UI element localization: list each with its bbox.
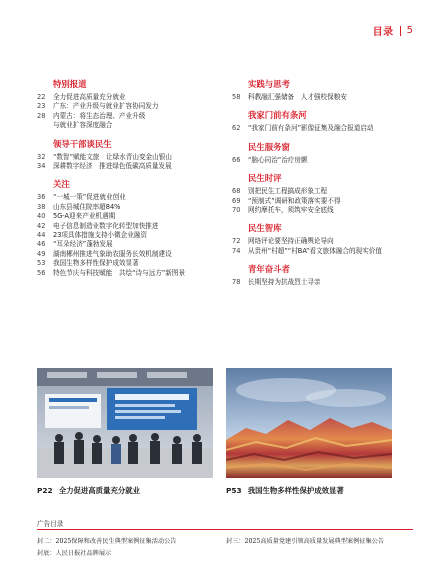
- header-divider: [400, 26, 401, 36]
- toc-entry[interactable]: [232, 206, 414, 215]
- entry-title: [53, 153, 227, 162]
- entry-title-line: 我国生物多样性保护成效显著: [53, 259, 139, 268]
- section-title: 民生智库: [248, 223, 282, 234]
- photo-caption-p53: [226, 485, 344, 496]
- ad-line: 封三：2025高质量党建引领高质量发展典型案例征集公告: [226, 538, 385, 545]
- toc-entry[interactable]: [37, 259, 227, 268]
- toc-entry[interactable]: [37, 240, 227, 249]
- entry-title: [248, 206, 414, 215]
- toc-entry[interactable]: [37, 212, 227, 221]
- toc-entry[interactable]: [232, 197, 414, 206]
- toc-section: [37, 138, 227, 172]
- entry-title-line: 别把民生工程搞成形象工程: [248, 187, 328, 196]
- toc-title: 目录: [372, 27, 394, 38]
- entry-page-number: 53: [37, 259, 46, 268]
- entry-page-number: 70: [232, 206, 241, 215]
- entry-page-number: 78: [232, 278, 241, 287]
- entry-page-number: 34: [37, 162, 46, 171]
- entry-page-number: 74: [232, 246, 241, 255]
- toc-section: [232, 141, 414, 165]
- toc-entry[interactable]: [37, 250, 227, 259]
- entry-title: [53, 102, 227, 111]
- entry-page-number: 28: [37, 111, 46, 120]
- entry-title-line: “耳朵经济”蓬勃发展: [53, 240, 113, 249]
- toc-entry[interactable]: [232, 278, 414, 287]
- entry-page-number: 36: [37, 193, 46, 202]
- entry-page-number: 68: [232, 187, 241, 196]
- ad-line: 封底：人民日报社品牌展示: [37, 550, 112, 557]
- toc-right-column: [232, 78, 414, 295]
- toc-entry[interactable]: [232, 187, 414, 196]
- section-title: 我家门前有条河: [248, 110, 307, 121]
- photo-caption-p22: [37, 485, 140, 496]
- toc-entry[interactable]: [232, 247, 414, 256]
- entry-title-line: 网络评论要坚持正确舆论导向: [248, 237, 334, 246]
- toc-entry[interactable]: [37, 93, 227, 102]
- entry-title: [53, 193, 227, 202]
- toc-section: [37, 78, 227, 131]
- toc-left-column: [37, 78, 227, 285]
- toc-entry[interactable]: [37, 222, 227, 231]
- entry-title-line: 湖南郴州推进气象助农服务长效机制建设: [53, 249, 172, 258]
- entry-title-line: 内蒙古：将生态治理、产业升级: [53, 111, 146, 120]
- entry-title-line: “我家门前有条河”影像征集及融合报道启动: [248, 124, 374, 133]
- entry-page-number: 32: [37, 152, 46, 161]
- page-number: 5: [406, 25, 413, 36]
- entry-title: [53, 112, 227, 131]
- caption-text: 全力促进高质量充分就业: [58, 486, 141, 495]
- entry-title-line: 长期坚持为抗战烈士寻亲: [248, 278, 321, 287]
- entry-page-number: 22: [37, 93, 46, 101]
- toc-entry[interactable]: [37, 203, 227, 212]
- entry-title: [53, 212, 227, 221]
- toc-entry[interactable]: [232, 237, 414, 246]
- section-title: 特别报道: [53, 79, 87, 89]
- entry-page-number: 23: [37, 102, 46, 111]
- toc-entry[interactable]: [37, 269, 227, 278]
- toc-section: [232, 263, 414, 287]
- toc-entry[interactable]: [232, 156, 414, 165]
- toc-entry[interactable]: [37, 112, 227, 131]
- entry-title-line: 5G-A迎来产业机遇期: [53, 212, 116, 221]
- entry-title: [248, 93, 414, 102]
- caption-text: 我国生物多样性保护成效显著: [247, 486, 344, 495]
- entry-page-number: 62: [232, 124, 241, 133]
- entry-page-number: 40: [37, 212, 46, 221]
- section-title: 民生服务窗: [248, 141, 290, 152]
- entry-title-line: 电子信息制造业数字化转型加快推进: [53, 221, 159, 230]
- section-title: 民生时评: [248, 173, 282, 184]
- toc-entry[interactable]: [37, 102, 227, 111]
- entry-title: [53, 93, 227, 102]
- entry-page-number: 66: [232, 155, 241, 164]
- entry-page-number: 44: [37, 231, 46, 240]
- toc-section: [37, 178, 227, 278]
- entry-title: [53, 250, 227, 259]
- entry-title: [53, 269, 227, 278]
- entry-title-line: “脑心同治”治疗房颤: [248, 155, 308, 164]
- entry-title-line: 与就业扩容深度融合: [53, 121, 113, 130]
- entry-page-number: 42: [37, 221, 46, 230]
- entry-title-line: 23项具体措施支持小微企业融资: [53, 231, 148, 240]
- entry-title-line: 科教融汇强储备 人才强校保粮安: [248, 93, 347, 101]
- caption-page-ref: P53: [226, 486, 242, 495]
- entry-title: [53, 203, 227, 212]
- ad-divider: [37, 529, 413, 530]
- entry-title: [248, 187, 414, 196]
- entry-title-line: 山东县城住院率超84%: [53, 202, 121, 211]
- toc-section: [232, 172, 414, 215]
- entry-title: [248, 156, 414, 165]
- toc-section: [232, 222, 414, 256]
- entry-title-line: 广东：产业升级与就业扩容协同发力: [53, 102, 159, 111]
- ad-index-title: 广告目录: [37, 520, 64, 528]
- entry-title: [248, 237, 414, 246]
- entry-page-number: 69: [232, 196, 241, 205]
- entry-page-number: 58: [232, 93, 241, 101]
- ad-line: 封二：2025保障和改善民生典型案例征集活动公告: [37, 538, 177, 545]
- entry-title-line: 网约摩托车，须筑牢安全底线: [248, 206, 334, 215]
- toc-section: [232, 78, 414, 102]
- toc-entry[interactable]: [37, 193, 227, 202]
- entry-title: [248, 247, 414, 256]
- toc-entry[interactable]: [232, 124, 414, 133]
- section-title: 实践与思考: [248, 79, 290, 89]
- entry-title-line: 特色节庆与科技赋能 共绘“诗与远方”新图景: [53, 268, 186, 277]
- entry-title: [248, 197, 414, 206]
- entry-title: [248, 124, 414, 133]
- toc-section: [232, 109, 414, 133]
- entry-title: [53, 222, 227, 231]
- entry-title: [248, 278, 414, 287]
- entry-title: [53, 240, 227, 249]
- photo-danxia-landscape: [226, 368, 392, 478]
- entry-title-line: “数智”赋能文旅 让绿水青山变金山银山: [53, 152, 172, 161]
- entry-page-number: 72: [232, 237, 241, 246]
- caption-page-ref: P22: [37, 486, 53, 495]
- toc-entry[interactable]: [37, 153, 227, 162]
- entry-title: [53, 162, 227, 171]
- entry-title-line: 深耕数字经济 推进绿色低碳高质量发展: [53, 162, 172, 171]
- entry-page-number: 56: [37, 268, 46, 277]
- toc-entry[interactable]: [232, 93, 414, 102]
- entry-page-number: 38: [37, 202, 46, 211]
- entry-page-number: 49: [37, 249, 46, 258]
- entry-page-number: 46: [37, 240, 46, 249]
- entry-title-line: “预制式”调研和政策落实要不得: [248, 196, 341, 205]
- page-header: [373, 23, 413, 38]
- entry-title-line: 全力促进高质量充分就业: [53, 93, 126, 101]
- section-title: 青年奋斗者: [248, 264, 290, 275]
- section-title: 领导干部谈民生: [53, 138, 112, 149]
- entry-title-line: 从贵州“村超”“村BA”看文旅体融合的现实价值: [248, 246, 382, 255]
- toc-entry[interactable]: [37, 162, 227, 171]
- entry-title-line: “一城一策”促进就业创业: [53, 193, 126, 202]
- section-title: 关注: [53, 179, 70, 190]
- photo-job-fair: [37, 368, 213, 478]
- entry-title: [53, 259, 227, 268]
